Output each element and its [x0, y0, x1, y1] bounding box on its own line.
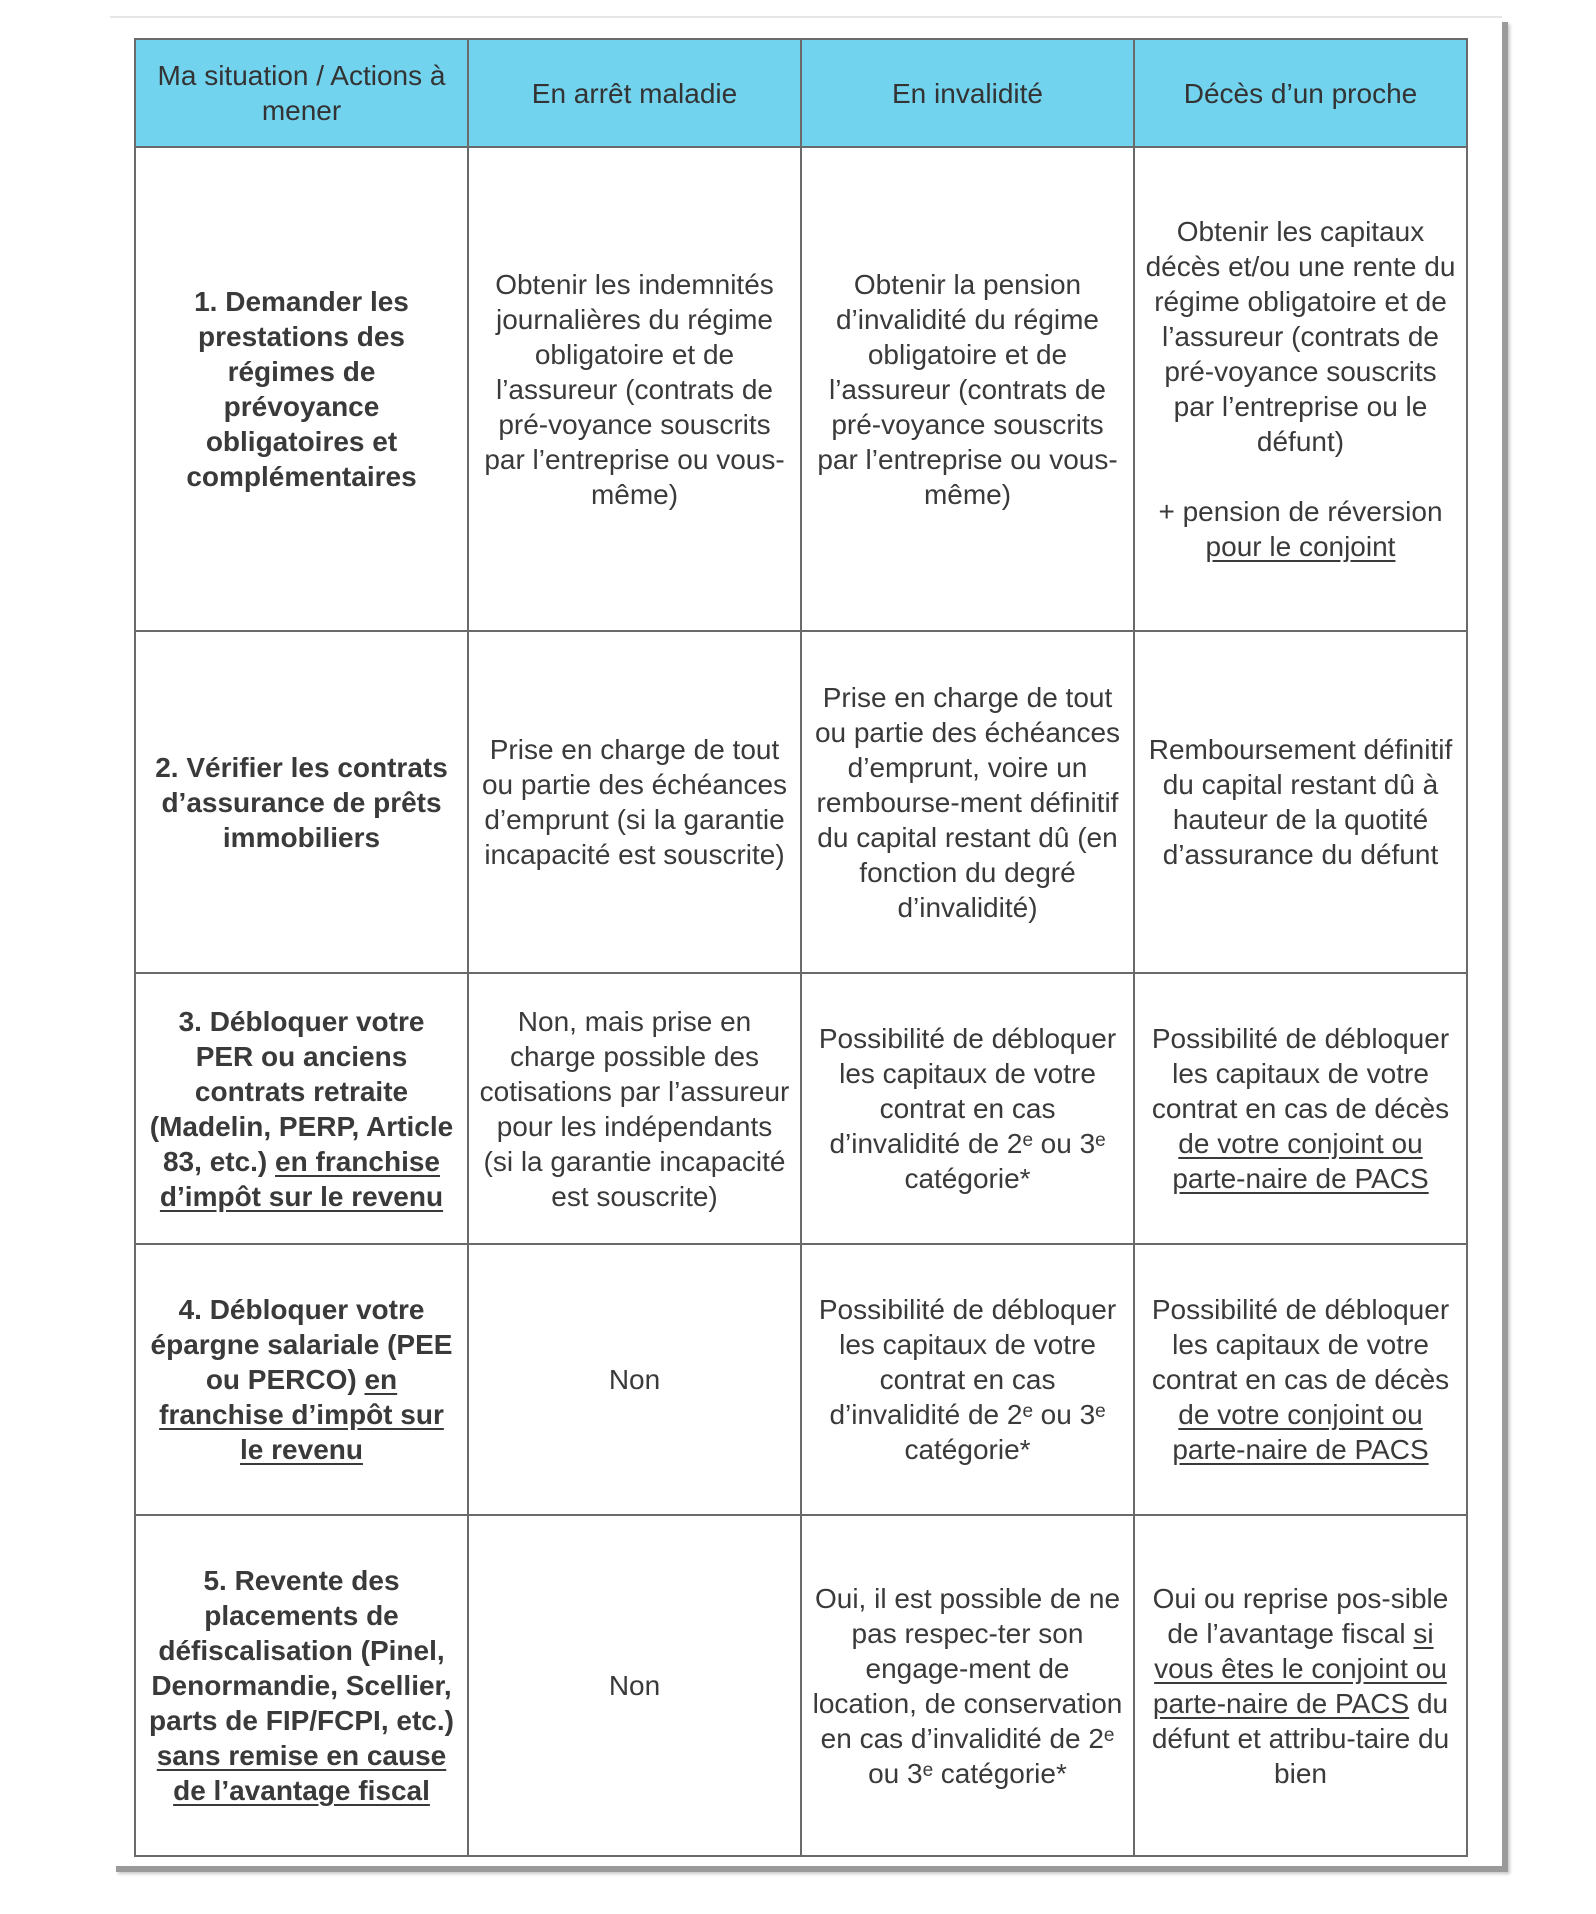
underlined-note: pour le conjoint	[1205, 531, 1396, 562]
row-action-text: 5. Revente des placements de défiscalisation (Pinel, Denormandie, Scellier, parts de FIP/FCPI, etc.)	[149, 1565, 454, 1736]
row-action-text: 3. Débloquer votre PER ou anciens contrats retraite (Madelin, PERP, Article 83, etc.)	[149, 1005, 454, 1177]
cell-invalidite: Obtenir la pension d’invalidité du régime obligatoire et de l’assureur (contrats de pré-voyance souscrits par l’entreprise ou vous-même)	[801, 147, 1134, 631]
underlined-note: de votre conjoint ou parte-naire de PACS	[1172, 1399, 1429, 1465]
cell-deces-text: Obtenir les capitaux décès et/ou une rente du régime obligatoire et de l’assureur (contrats de pré-voyance souscrits par l’entreprise ou le défunt)	[1145, 216, 1456, 457]
cell-deces	[1134, 1244, 1467, 1515]
cell-invalidite: Possibilité de débloquer les capitaux de votre contrat en cas d’invalidité de 2ᵉ ou 3ᵉ catégorie*	[801, 973, 1134, 1244]
actions-table	[134, 38, 1468, 1857]
table-row	[135, 631, 1467, 973]
table-row	[135, 1515, 1467, 1856]
cell-arret-maladie: Non	[468, 1244, 801, 1515]
header-situation: Ma situation / Actions à mener	[135, 39, 468, 147]
table-row	[135, 973, 1467, 1244]
cell-deces-text: Possibilité de débloquer les capitaux de votre contrat en cas de décès	[1151, 1294, 1450, 1395]
header-deces: Décès d’un proche	[1134, 39, 1467, 147]
cell-deces: Remboursement définitif du capital restant dû à hauteur de la quotité d’assurance du défunt	[1134, 631, 1467, 973]
row-action: 2. Vérifier les contrats d’assurance de prêts immobiliers	[135, 631, 468, 973]
cell-deces-text-end: du défunt et attribu-taire du bien	[1151, 1687, 1450, 1789]
table-row	[135, 1244, 1467, 1515]
underlined-note: sans remise en cause de l’avantage fiscal	[156, 1740, 447, 1806]
underlined-note: en franchise d’impôt sur le revenu	[159, 1364, 444, 1465]
cell-invalidite: Oui, il est possible de ne pas respec-ter son engage-ment de location, de conservation en cas d’invalidité de 2ᵉ ou 3ᵉ catégorie*	[801, 1515, 1134, 1856]
cell-deces	[1134, 147, 1467, 631]
document-page	[110, 16, 1502, 1866]
cell-invalidite: Possibilité de débloquer les capitaux de votre contrat en cas d’invalidité de 2ᵉ ou 3ᵉ catégorie*	[801, 1244, 1134, 1515]
cell-deces	[1134, 1515, 1467, 1856]
table-row	[135, 147, 1467, 631]
cell-arret-maladie: Prise en charge de tout ou partie des échéances d’emprunt (si la garantie incapacité est souscrite)	[468, 631, 801, 973]
cell-deces-extra: + pension de réversion	[1158, 496, 1443, 527]
cell-arret-maladie: Non, mais prise en charge possible des cotisations par l’assureur pour les indépendants (si la garantie incapacité est souscrite)	[468, 973, 801, 1244]
row-action	[135, 1244, 468, 1515]
row-action-text: 4. Débloquer votre épargne salariale (PEE ou PERCO)	[150, 1294, 453, 1395]
underlined-note: si vous êtes le conjoint ou parte-naire de PACS	[1152, 1617, 1447, 1719]
cell-arret-maladie: Non	[468, 1515, 801, 1856]
underlined-note: de votre conjoint ou parte-naire de PACS	[1172, 1128, 1429, 1194]
row-action: 1. Demander les prestations des régimes de prévoyance obligatoires et complémentaires	[135, 147, 468, 631]
table-header-row	[135, 39, 1467, 147]
cell-deces	[1134, 973, 1467, 1244]
header-invalidite: En invalidité	[801, 39, 1134, 147]
header-arret-maladie: En arrêt maladie	[468, 39, 801, 147]
row-action	[135, 973, 468, 1244]
cell-deces-text: Oui ou reprise pos-sible de l’avantage fiscal	[1152, 1582, 1449, 1649]
row-action	[135, 1515, 468, 1856]
cell-arret-maladie: Obtenir les indemnités journalières du régime obligatoire et de l’assureur (contrats de pré-voyance souscrits par l’entreprise ou vous-même)	[468, 147, 801, 631]
cell-invalidite: Prise en charge de tout ou partie des échéances d’emprunt, voire un rembourse-ment définitif du capital restant dû (en fonction du degré d’invalidité)	[801, 631, 1134, 973]
underlined-note: en franchise d’impôt sur le revenu	[159, 1145, 444, 1212]
cell-deces-text: Possibilité de débloquer les capitaux de votre contrat en cas de décès	[1151, 1023, 1450, 1124]
